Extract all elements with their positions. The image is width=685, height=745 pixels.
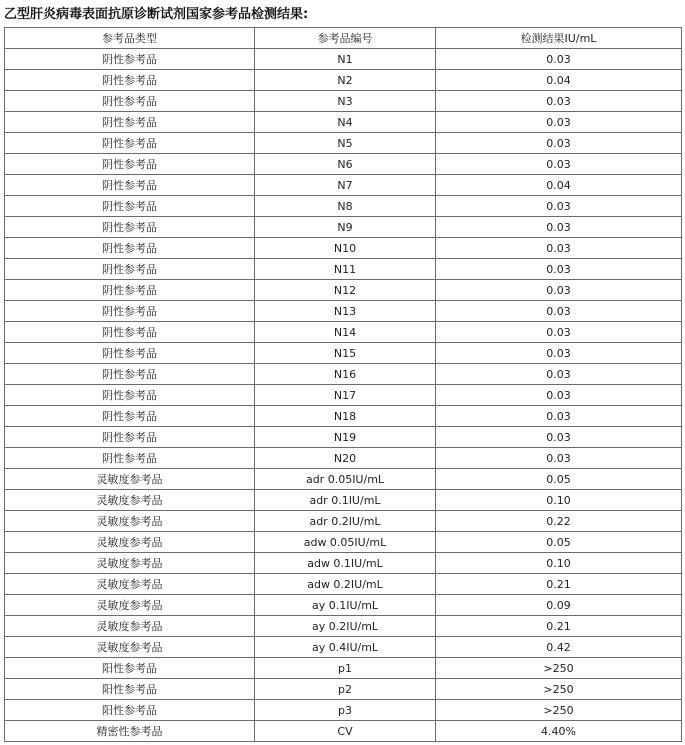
cell-reference-type: 灵敏度参考品 [5,553,255,574]
cell-result: 0.03 [436,49,682,70]
table-row [5,301,682,322]
cell-reference-type: 灵敏度参考品 [5,490,255,511]
cell-reference-type: 灵敏度参考品 [5,532,255,553]
table-row [5,448,682,469]
cell-result: 0.05 [436,469,682,490]
cell-reference-id: N11 [255,259,436,280]
cell-reference-id: adr 0.1IU/mL [255,490,436,511]
cell-result: 0.22 [436,511,682,532]
table-row [5,595,682,616]
cell-reference-id: N12 [255,280,436,301]
cell-result: 0.03 [436,238,682,259]
table-row [5,553,682,574]
table-row [5,343,682,364]
cell-result: 0.03 [436,259,682,280]
cell-result: 0.03 [436,364,682,385]
table-row [5,175,682,196]
cell-reference-id: adw 0.1IU/mL [255,553,436,574]
cell-reference-type: 阴性参考品 [5,175,255,196]
table-row [5,637,682,658]
cell-reference-id: adw 0.2IU/mL [255,574,436,595]
cell-reference-id: N5 [255,133,436,154]
table-row [5,679,682,700]
cell-result: 0.10 [436,490,682,511]
cell-result: 4.40% [436,721,682,742]
header-reference-id: 参考品编号 [255,28,436,49]
cell-reference-type: 阴性参考品 [5,343,255,364]
table-row [5,469,682,490]
cell-result: 0.03 [436,343,682,364]
cell-reference-type: 阴性参考品 [5,301,255,322]
cell-result: 0.42 [436,637,682,658]
table-row [5,112,682,133]
cell-reference-id: N4 [255,112,436,133]
cell-result: 0.03 [436,217,682,238]
table-row [5,238,682,259]
cell-reference-type: 阴性参考品 [5,364,255,385]
cell-result: 0.03 [436,448,682,469]
cell-reference-type: 精密性参考品 [5,721,255,742]
table-row [5,133,682,154]
table-row [5,721,682,742]
results-table [4,27,682,742]
cell-result: 0.03 [436,91,682,112]
cell-result: >250 [436,679,682,700]
cell-reference-type: 灵敏度参考品 [5,469,255,490]
table-row [5,700,682,721]
table-row [5,217,682,238]
table-row [5,322,682,343]
cell-reference-type: 灵敏度参考品 [5,511,255,532]
cell-reference-id: p2 [255,679,436,700]
cell-reference-id: N2 [255,70,436,91]
cell-reference-type: 灵敏度参考品 [5,637,255,658]
cell-result: 0.05 [436,532,682,553]
cell-result: 0.03 [436,133,682,154]
cell-reference-type: 阴性参考品 [5,259,255,280]
table-row [5,154,682,175]
cell-reference-id: ay 0.1IU/mL [255,595,436,616]
cell-reference-id: ay 0.2IU/mL [255,616,436,637]
table-row [5,406,682,427]
cell-reference-id: ay 0.4IU/mL [255,637,436,658]
table-row [5,70,682,91]
cell-reference-type: 阴性参考品 [5,154,255,175]
cell-reference-id: N18 [255,406,436,427]
cell-result: 0.21 [436,574,682,595]
cell-result: 0.03 [436,112,682,133]
cell-reference-id: adw 0.05IU/mL [255,532,436,553]
cell-reference-id: CV [255,721,436,742]
cell-reference-id: N17 [255,385,436,406]
cell-reference-type: 阴性参考品 [5,322,255,343]
cell-reference-type: 灵敏度参考品 [5,574,255,595]
cell-reference-type: 阳性参考品 [5,700,255,721]
table-row [5,427,682,448]
cell-reference-id: N8 [255,196,436,217]
cell-reference-type: 阴性参考品 [5,91,255,112]
cell-reference-type: 阳性参考品 [5,658,255,679]
cell-result: 0.03 [436,385,682,406]
table-row [5,91,682,112]
cell-result: 0.03 [436,301,682,322]
header-reference-type: 参考品类型 [5,28,255,49]
table-row [5,196,682,217]
cell-reference-id: N7 [255,175,436,196]
cell-reference-type: 阴性参考品 [5,280,255,301]
table-row [5,49,682,70]
table-header-row [5,28,682,49]
cell-reference-type: 阴性参考品 [5,217,255,238]
cell-result: 0.03 [436,427,682,448]
cell-result: 0.03 [436,196,682,217]
table-row [5,616,682,637]
cell-reference-type: 阴性参考品 [5,406,255,427]
cell-reference-type: 阴性参考品 [5,70,255,91]
table-row [5,574,682,595]
cell-result: 0.03 [436,154,682,175]
cell-reference-type: 灵敏度参考品 [5,595,255,616]
table-row [5,511,682,532]
table-row [5,364,682,385]
cell-reference-type: 阳性参考品 [5,679,255,700]
table-row [5,658,682,679]
cell-reference-id: adr 0.05IU/mL [255,469,436,490]
cell-reference-id: p1 [255,658,436,679]
cell-reference-type: 灵敏度参考品 [5,616,255,637]
cell-reference-id: N20 [255,448,436,469]
cell-reference-id: p3 [255,700,436,721]
cell-reference-id: N16 [255,364,436,385]
cell-reference-id: N10 [255,238,436,259]
cell-reference-type: 阴性参考品 [5,238,255,259]
cell-reference-id: N19 [255,427,436,448]
cell-result: 0.10 [436,553,682,574]
cell-result: 0.04 [436,175,682,196]
cell-reference-id: N14 [255,322,436,343]
cell-reference-id: N13 [255,301,436,322]
cell-result: 0.03 [436,322,682,343]
cell-reference-id: N1 [255,49,436,70]
cell-reference-id: adr 0.2IU/mL [255,511,436,532]
table-row [5,490,682,511]
cell-reference-type: 阴性参考品 [5,49,255,70]
table-row [5,259,682,280]
cell-reference-id: N9 [255,217,436,238]
cell-result: 0.04 [436,70,682,91]
cell-result: >250 [436,700,682,721]
cell-reference-type: 阴性参考品 [5,112,255,133]
cell-reference-id: N3 [255,91,436,112]
cell-result: 0.09 [436,595,682,616]
cell-reference-id: N15 [255,343,436,364]
page-title: 乙型肝炎病毒表面抗原诊断试剂国家参考品检测结果: [4,7,309,22]
cell-reference-type: 阴性参考品 [5,448,255,469]
cell-result: 0.03 [436,280,682,301]
table-row [5,280,682,301]
cell-reference-type: 阴性参考品 [5,427,255,448]
table-row [5,532,682,553]
cell-result: 0.21 [436,616,682,637]
table-row [5,385,682,406]
header-result: 检测结果IU/mL [436,28,682,49]
cell-reference-type: 阴性参考品 [5,385,255,406]
cell-reference-type: 阴性参考品 [5,133,255,154]
cell-result: >250 [436,658,682,679]
cell-result: 0.03 [436,406,682,427]
table-body [5,49,682,742]
cell-reference-id: N6 [255,154,436,175]
cell-reference-type: 阴性参考品 [5,196,255,217]
